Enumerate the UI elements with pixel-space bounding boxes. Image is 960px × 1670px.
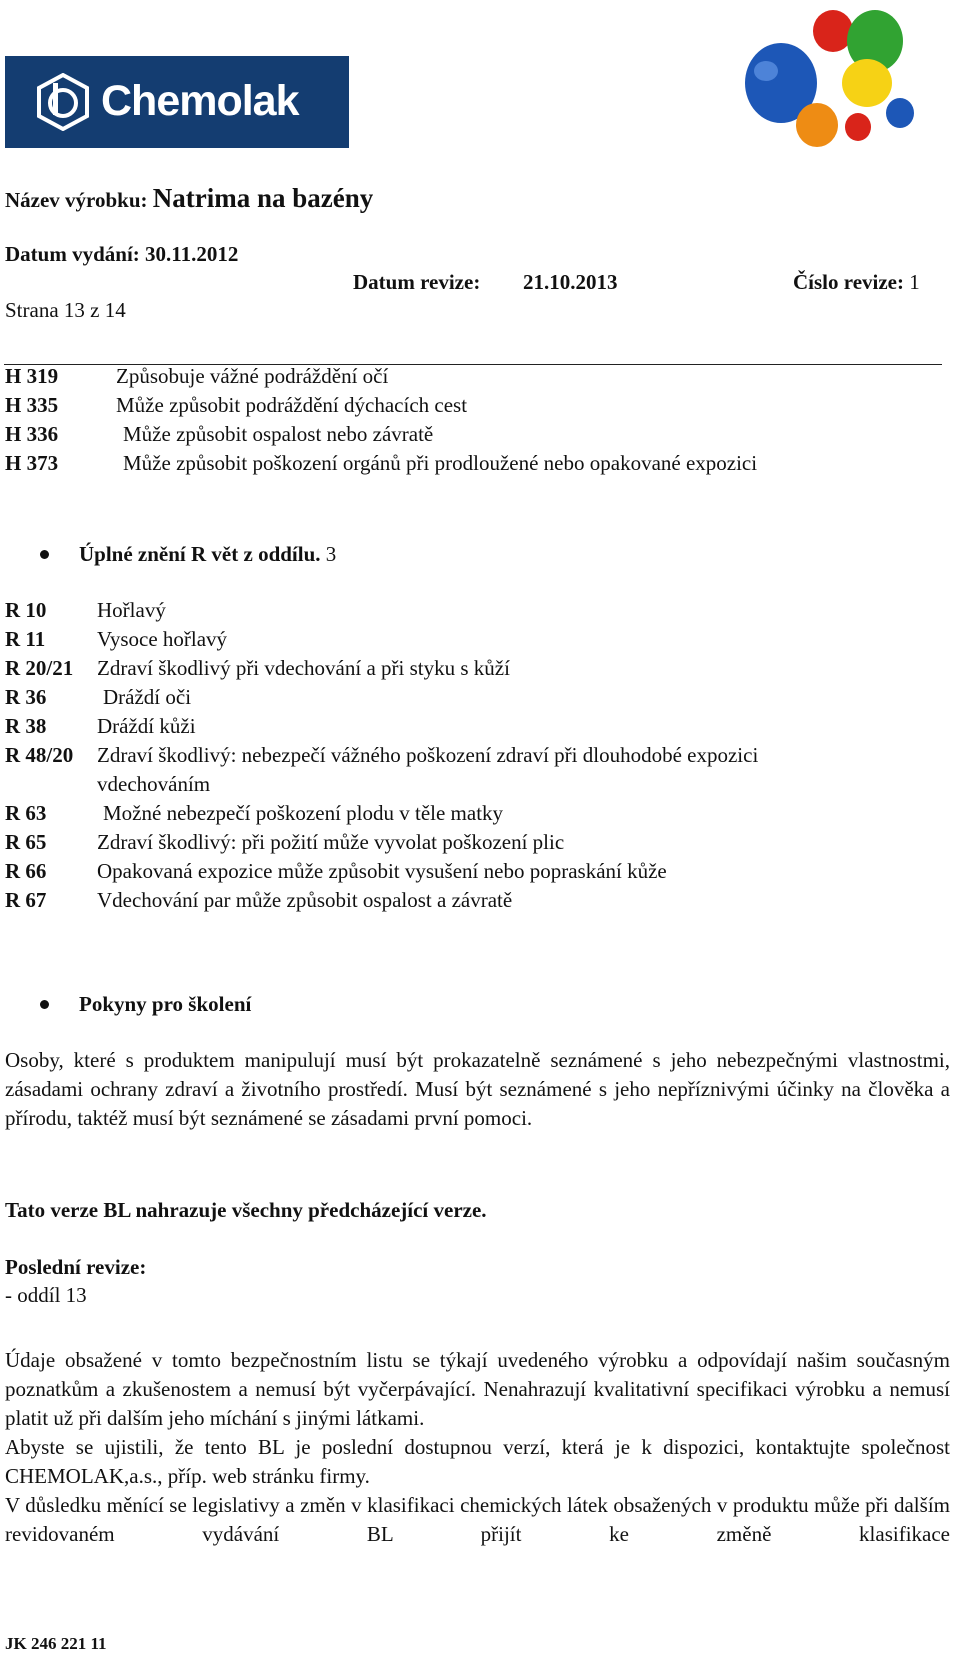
r-code: R 67 (5, 888, 47, 912)
r-text: Dráždí kůži (97, 714, 196, 738)
page-number: Strana 13 z 14 (5, 298, 126, 322)
r-text: Opakovaná expozice může způsobit vysušení nebo popraskání kůže (97, 859, 667, 883)
r-text: Vysoce hořlavý (97, 627, 228, 651)
disclaimer-paragraph: Abyste se ujistili, že tento BL je poslední dostupnou verzí, která je k dispozici, kontaktujte společnost CHEMOLAK,a.s., příp. web stránku firmy. (5, 1435, 950, 1488)
disclaimer-paragraph: Údaje obsažené v tomto bezpečnostním listu se týkají uvedeného výrobku a odpovídají našim současným poznatkům a zkušenostem a nemusí být vyčerpávající. Nenahrazují kvalitativní specifikaci výrobku a nemusí platit už při dalším jeho míchání s jinými látkami. (5, 1348, 950, 1430)
h-text: Způsobuje vážné podráždění očí (116, 364, 389, 388)
r-text: Vdechování par může způsobit ospalost a závratě (97, 888, 513, 912)
r-code: R 36 (5, 685, 47, 709)
h-code: H 336 (5, 422, 59, 446)
disclaimer-paragraph: V důsledku měnící se legislativy a změn v klasifikaci chemických látek obsažených v produktu může při dalším revidovaném vydávání BL přijít ke změně klasifikace (5, 1493, 950, 1546)
training-text: Osoby, které s produktem manipulují musí být prokazatelně seznámené s jeho nebezpečnými vlastnostmi, zásadami ochrany zdraví a životního prostředí. Musí být seznámené s jeho nepříznivými účinky na člověka a přírodu, taktéž musí být seznámené se zásadami první pomoci. (5, 1048, 950, 1130)
r-text: Zdraví škodlivý při vdechování a při styku s kůží (97, 656, 510, 680)
r-code: R 48/20 (5, 743, 74, 767)
bullet-icon (40, 550, 49, 559)
bullet-icon (40, 1000, 49, 1009)
issue-date: Datum vydání: 30.11.2012 (5, 242, 239, 266)
r-code: R 20/21 (5, 656, 74, 680)
product-name: Natrima na bazény (152, 183, 374, 213)
h-code: H 335 (5, 393, 59, 417)
last-revisions-title: Poslední revize: (5, 1255, 147, 1279)
r-section-title-text: Úplné znění R vět z oddílu. (79, 542, 321, 566)
revision-number: 1 (909, 270, 920, 294)
revision-number-line (793, 268, 920, 297)
document-code: JK 246 221 11 (5, 1634, 107, 1653)
product-label: Název výrobku: (5, 188, 153, 212)
r-text: Zdraví škodlivý: nebezpečí vážného poškození zdraví při dlouhodobé expozici (97, 743, 759, 767)
r-code: R 66 (5, 859, 47, 883)
training-title: Pokyny pro školení (79, 992, 252, 1016)
r-text: vdechováním (97, 772, 211, 796)
h-text: Může způsobit poškození orgánů při prodloužené nebo opakované expozici (123, 451, 758, 475)
r-code: R 10 (5, 598, 47, 622)
revision-date: 21.10.2013 (523, 270, 618, 294)
revision-date-label: Datum revize: (353, 270, 481, 294)
r-code: R 11 (5, 627, 46, 651)
chemolak-logo (5, 56, 349, 148)
r-text: Dráždí oči (103, 685, 192, 709)
h-text: Může způsobit podráždění dýchacích cest (116, 393, 468, 417)
r-section-title-number: 3 (320, 542, 337, 566)
r-section-title (79, 540, 336, 569)
r-code: R 65 (5, 830, 47, 854)
h-code: H 319 (5, 364, 59, 388)
logo-text: Chemolak (101, 77, 299, 125)
r-code: R 63 (5, 801, 47, 825)
chemolak-emblem-icon (35, 73, 91, 131)
r-text: Hořlavý (97, 598, 166, 622)
r-text: Možné nebezpečí poškození plodu v těle matky (103, 801, 504, 825)
h-code: H 373 (5, 451, 59, 475)
r-text: Zdraví škodlivý: při požití může vyvolat poškození plic (97, 830, 565, 854)
revision-number-label: Číslo revize: (793, 270, 904, 294)
last-revisions-item: - oddíl 13 (5, 1283, 87, 1307)
product-line (5, 184, 373, 215)
paint-drops-icon (735, 5, 935, 165)
replaces-note: Tato verze BL nahrazuje všechny předcházející verze. (5, 1198, 487, 1222)
r-code: R 38 (5, 714, 47, 738)
h-text: Může způsobit ospalost nebo závratě (123, 422, 434, 446)
